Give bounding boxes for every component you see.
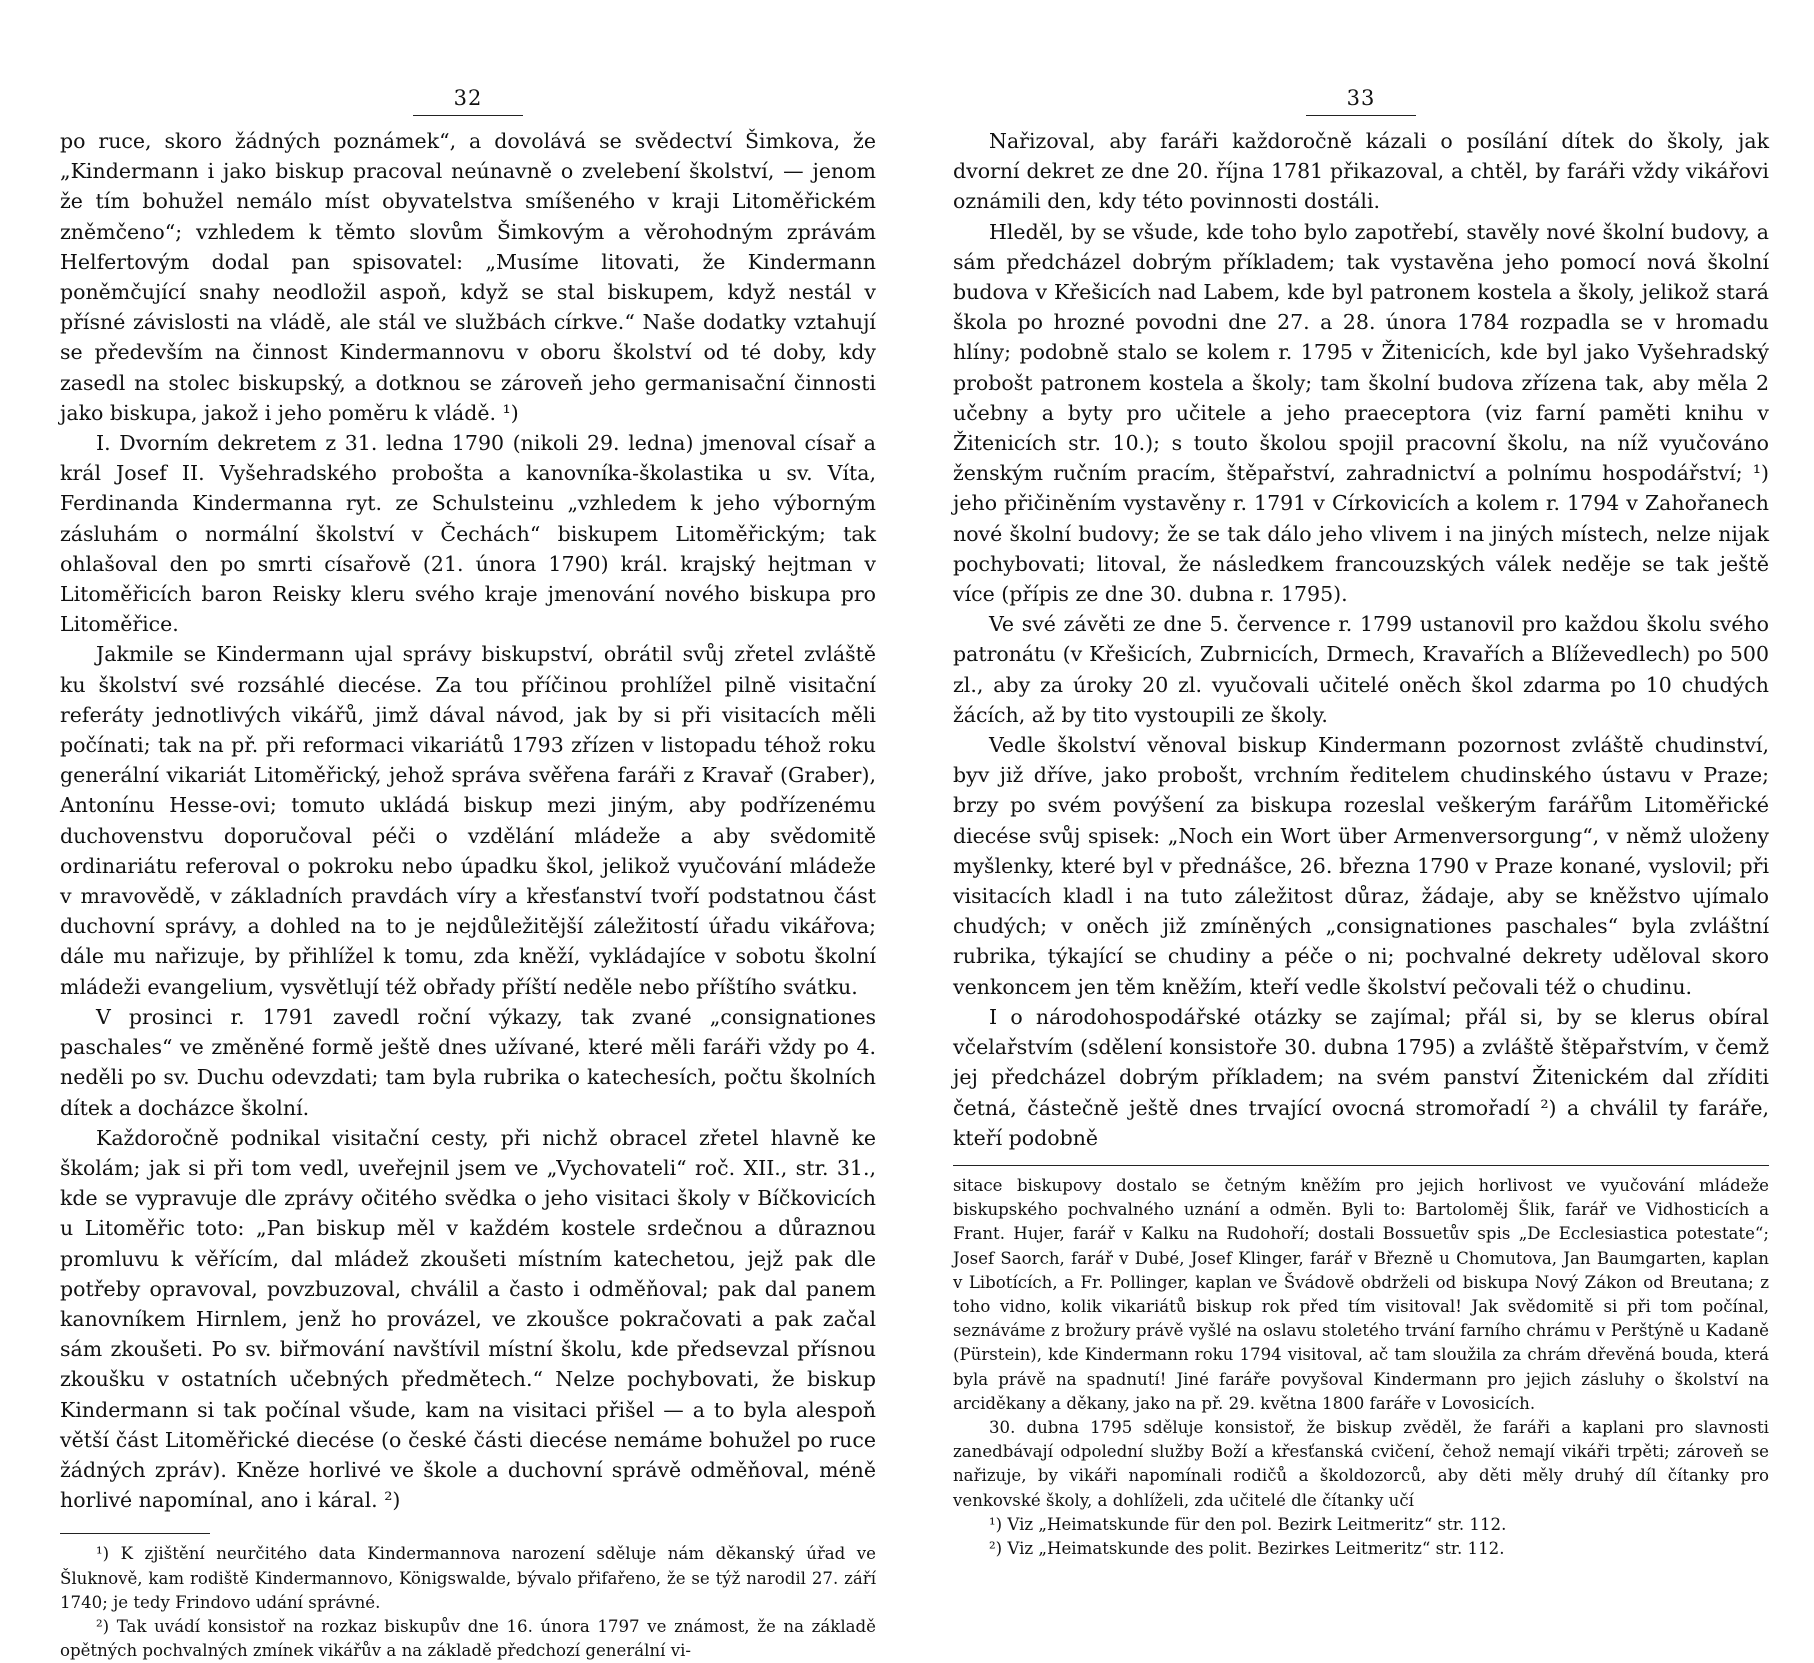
footnote-rule bbox=[60, 1533, 210, 1534]
header-rule bbox=[1306, 115, 1416, 116]
paragraph: Nařizoval, aby faráři každoročně kázali o posílání dítek do školy, jak dvorní dekret ze dne 20. října 1781 přikazoval, a chtěl, by faráři vždy vikářovi oznámili den, kdy této povinnosti dostáli. bbox=[953, 129, 1769, 214]
paragraph: I. Dvorním dekretem z 31. ledna 1790 (nikoli 29. ledna) jmenoval císař a král Josef II. Vyšehradského probošta a kanovníka-školastika u sv. Víta, Ferdinanda Kindermanna ryt. ze Schulsteinu „vzhledem k jeho výborným zásluhám o normální školství v Čechách“ biskupem Litoměřickým; tak ohlašoval den po smrti císařově (21. února 1790) král. krajský hejtman v Litoměřicích baron Reisky kleru svého kraje jmenování nového biskupa pro Litoměřice. bbox=[60, 431, 876, 637]
paragraph: Vedle školství věnoval biskup Kindermann pozornost zvláště chudinství, byv již dříve, jako probošt, vrchním ředitelem chudinského ústavu v Praze; brzy po svém povýšení za biskupa rozeslal veškerým farářům Litoměřické diecése svůj spisek: „Noch ein Wort über Armenversorgung“, v němž uloženy myšlenky, které byl v přednášce, 26. března 1790 v Praze konané, vyslovil; při visitacích kladl i na tuto záležitost důraz, žádaje, aby se kněžstvo ujímalo chudých; v oněch již zmíněných „consignationes paschales“ byla zvláštní rubrika, týkající se chudiny a péče o ni; pochvalné dekrety uděloval skoro venkoncem jen těm kněžím, kteří vedle školství pečovali též o chudinu. bbox=[953, 733, 1769, 999]
main-text bbox=[953, 126, 1769, 1153]
right-page bbox=[953, 0, 1769, 1561]
paragraph: Ve své závěti ze dne 5. července r. 1799 ustanovil pro každou školu svého patronátu (v Křešicích, Zubrnicích, Drmech, Kravařích a Blíževedlech) po 500 zl., aby za úroky 20 zl. vyučovali učitelé oněch škol zdarma po 10 chudých žácích, až by tito vystoupili ze školy. bbox=[953, 612, 1769, 727]
paragraph: Každoročně podnikal visitační cesty, při nichž obracel zřetel hlavně ke školám; jak si při tom vedl, uveřejnil jsem ve „Vychovateli“ roč. XII., str. 31., kde se vypravuje dle zprávy očitého svědka o jeho visitaci školy v Bíčkovicích u Litoměřic toto: „Pan biskup měl v každém kostele srdečnou a důraznou promluvu k věřícím, dal mládež zkoušeti místním katechetou, jejž pak dle potřeby opravoval, povzbuzoval, chválil a často i odměňoval; pak dal panem kanovníkem Hirnlem, jenž ho provázel, ve zkoušce pokračovati a pak začal sám zkoušeti. Po sv. biřmování navštívil místní školu, kde předsevzal přísnou zkoušku v ostatních učebných předmětech.“ Nelze pochybovati, že biskup Kindermann si tak počínal všude, kam na visitaci přišel — a to byla alespoň větší část Litoměřické diecése (o české části diecése nemáme bohužel po ruce žádných zpráv). Kněze horlivé ve škole a duchovní správě odměňoval, méně horlivé napomínal, ano i káral. ²) bbox=[60, 1125, 876, 1513]
footnote: ²) Tak uvádí konsistoř na rozkaz biskupův dne 16. února 1797 ve známost, že na základě opětných pochvalných zmínek vikářův a na základě předchozí generální vi- bbox=[60, 1616, 876, 1661]
page-number: 32 bbox=[453, 86, 483, 110]
paragraph: V prosinci r. 1791 zavedl roční výkazy, tak zvané „consignationes paschales“ ve změněné formě ještě dnes užívané, které měli faráři vždy po 4. neděli po sv. Duchu odevzdati; tam byla rubrika o katechesích, počtu školních dítek a docházce školní. bbox=[60, 1004, 876, 1120]
footnotes bbox=[953, 1174, 1769, 1561]
footnote: sitace biskupovy dostalo se četným kněžím pro jejich horlivost ve vyučování mládeže biskupského pochvalného uznání a odměn. Byli to: Bartoloměj Šlik, farář ve Vidhosticích a Frant. Hujer, farář v Kalku na Rudohoří; dostali Bossuetův spis „De Ecclesiastica potestate“; Josef Saorch, farář v Dubé, Josef Klinger, farář v Březně u Chomutova, Jan Baumgarten, kaplan v Libotících, a Fr. Pollinger, kaplan ve Švádově obdrželi od biskupa Nový Zákon od Breutana; z toho vidno, kolik vikariátů biskup rok před tím visitoval! Jak svědomitě si při tom počínal, seznáváme z brožury právě vyšlé na oslavu stoletého trvání farního chrámu v Perštýně u Kadaně (Pürstein), kde Kindermann roku 1794 visitoval, ač tam sloužila za chrám dřevěná bouda, která byla právě na spadnutí! Jiné faráře povyšoval Kindermann pro jejich zásluhy o školství na arciděkany a děkany, jako na př. 29. května 1800 faráře v Lovosicích. bbox=[953, 1175, 1769, 1413]
left-page bbox=[60, 0, 876, 1663]
footnote: ²) Viz „Heimatskunde des polit. Bezirkes Leitmeritz“ str. 112. bbox=[989, 1538, 1505, 1558]
footnote: 30. dubna 1795 sděluje konsistoř, že biskup zvěděl, že faráři a kaplani pro slavnosti zanedbávají odpolední služby Boží a křesťanská cvičení, čehož nemají vikáři trpěti; zároveň se nařizuje, by vikáři napomínali rodičů a školdozorců, aby děti měly druhý díl čítanky pro venkovské školy, a dohlíželi, zda učitelé dle čítanky učí bbox=[953, 1417, 1769, 1510]
footnote: ¹) K zjištění neurčitého data Kindermannova narození sděluje nám děkanský úřad ve Šluknově, kam rodiště Kindermannovo, Königswalde, bývalo přifařeno, že se týž narodil 27. září 1740; je tedy Frindovo udání správné. bbox=[60, 1544, 876, 1612]
paragraph: po ruce, skoro žádných poznámek“, a dovolává se svědectví Šimkova, že „Kindermann i jako biskup pracoval neúnavně o zvelebení školství, — jenom že tím bohužel nemálo míst obyvatelstva smíšeného v kraji Litoměřickém zněmčeno“; vzhledem k těmto slovům Šimkovým a věrohodným zprávám Helfertovým dodal pan spisovatel: „Musíme litovati, že Kindermann poněmčující snahy neodložil aspoň, když se stal biskupem, když nestál v přísné závislosti na vládě, ale stál ve službách církve.“ Naše dodatky vztahují se především na činnost Kindermannovu v oboru školství od té doby, kdy zasedl na stolec biskupský, a dotknou se zároveň jeho germanisační činnosti jako biskupa, jakož i jeho poměru k vládě. ¹) bbox=[60, 129, 876, 425]
footnotes bbox=[60, 1542, 876, 1663]
page-number: 33 bbox=[1346, 86, 1376, 110]
paragraph: Jakmile se Kindermann ujal správy biskupství, obrátil svůj zřetel zvláště ku školství své rozsáhlé diecése. Za tou příčinou prohlížel pilně visitační referáty jednotlivých vikářů, jimž dával návod, jak by si při visitacích měli počínati; tak na př. při reformaci vikariátů 1793 zřízen v listopadu téhož roku generální vikariát Litoměřický, jehož správa svěřena faráři z Kravař (Graber), Antonínu Hesse-ovi; tomuto ukládá biskup mezi jiným, aby podřízenému duchovenstvu doporučoval péči o vzdělání mládeže a aby svědomitě ordinariátu referoval o pokroku nebo úpadku škol, jelikož vyučování mládeže v mravovědě, v základních pravdách víry a křesťanství tvoří podstatnou část duchovní správy, a dohled na to je nejdůležitější záležitostí úřadu vikářova; dále mu nařizuje, by přihlížel k tomu, zda kněží, vykládajíce v sobotu školní mládeži evangelium, vysvětlují též obřady příští neděle nebo příštího svátku. bbox=[60, 642, 876, 999]
paragraph: Hleděl, by se všude, kde toho bylo zapotřebí, stavěly nové školní budovy, a sám předcházel dobrým příkladem; tak vystavěna jeho pomocí nová školní budova v Křešicích nad Labem, kde byl patronem kostela a školy, jelikož stará škola po hrozné povodni dne 27. a 28. února 1784 rozpadla se v hromadu hlíny; podobně stalo se kolem r. 1795 v Žitenicích, kde byl jako Vyšehradský probošt patronem kostela a školy; tam školní budova zřízena tak, aby měla 2 učebny a byty pro učitele a jeho praeceptora (viz farní paměti knihu v Žitenicích str. 10.); s touto školou spojil pracovní školu, na níž vyučováno ženským ručním pracím, štěpařství, zahradnictví a polnímu hospodářství; ¹) jeho přičiněním vystavěny r. 1791 v Církovicích a kolem r. 1794 v Zahořanech nové školní budovy; že se tak dálo jeho vlivem i na jiných místech, nelze nijak pochybovati; litoval, že následkem francouzských válek neděje se tak ještě více (přípis ze dne 30. dubna r. 1795). bbox=[953, 219, 1769, 607]
footnote-rule bbox=[953, 1165, 1769, 1166]
footnote: ¹) Viz „Heimatskunde für den pol. Bezirk Leitmeritz“ str. 112. bbox=[989, 1514, 1507, 1534]
header-rule bbox=[413, 115, 523, 116]
main-text bbox=[60, 126, 876, 1515]
paragraph: I o národohospodářské otázky se zajímal; přál si, by se klerus obíral včelařstvím (sdělení konsistoře 30. dubna 1795) a zvláště štěpařstvím, v čemž jej předcházel dobrým příkladem; na svém panství Žitenickém dal zříditi četná, částečně ještě dnes trvající ovocná stromořadí ²) a chválil ty faráře, kteří podobně bbox=[953, 1004, 1769, 1150]
